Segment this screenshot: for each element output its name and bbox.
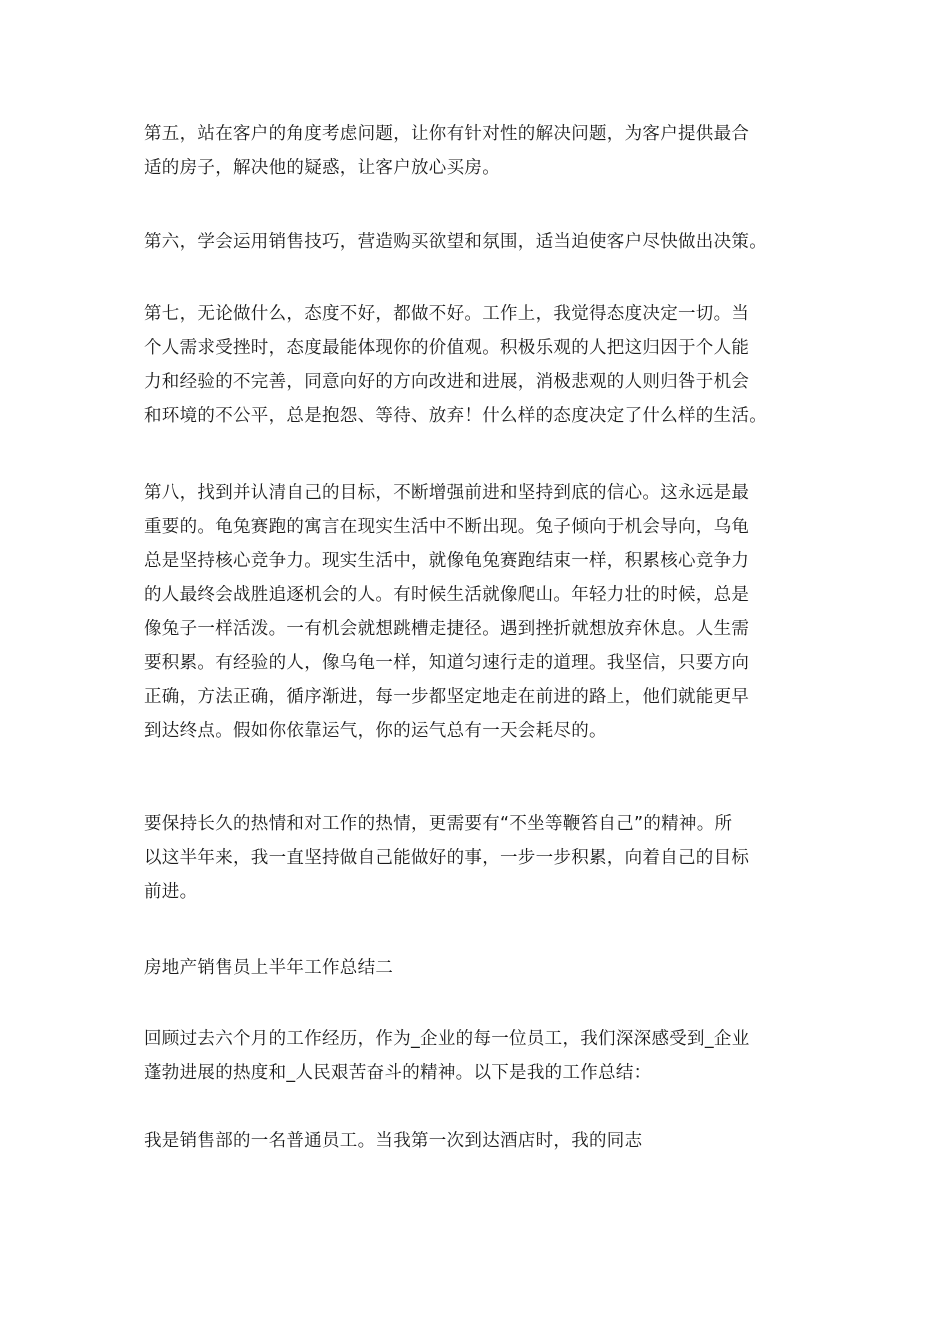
text-line: 要积累。有经验的人，像乌龟一样，知道匀速行走的道理。我坚信，只要方向 xyxy=(144,653,750,673)
text-line: 到达终点。假如你依靠运气，你的运气总有一天会耗尽的。 xyxy=(144,721,607,741)
text-line: 第五，站在客户的角度考虑问题，让你有针对性的解决问题，为客户提供最合 xyxy=(144,124,750,144)
text-line: 前进。 xyxy=(144,882,198,902)
text-line: 第七，无论做什么，态度不好，都做不好。工作上，我觉得态度决定一切。当 xyxy=(144,304,750,324)
text-line: 要保持长久的热情和对工作的热情，更需要有“不坐等鞭笞自己”的精神。所 xyxy=(144,814,733,834)
text-line: 我是销售部的一名普通员工。当我第一次到达酒店时，我的同志 xyxy=(144,1131,643,1151)
text-line: 第八，找到并认清自己的目标，不断增强前进和坚持到底的信心。这永远是最 xyxy=(144,483,750,503)
section-heading xyxy=(144,951,393,985)
paragraph-eighth xyxy=(144,476,749,748)
paragraph-enthusiasm xyxy=(144,807,749,909)
text-line: 像兔子一样活泼。一有机会就想跳槽走捷径。遇到挫折就想放弃休息。人生需 xyxy=(144,619,750,639)
paragraph-intro xyxy=(144,1124,642,1158)
text-line: 以这半年来，我一直坚持做自己能做好的事，一步一步积累，向着自己的目标 xyxy=(144,848,750,868)
paragraph-fifth xyxy=(144,117,749,185)
paragraph-sixth xyxy=(144,225,767,259)
heading-line: 房地产销售员上半年工作总结二 xyxy=(144,958,394,978)
text-line: 重要的。龟兔赛跑的寓言在现实生活中不断出现。兔子倾向于机会导向，乌龟 xyxy=(144,517,750,537)
text-line: 个人需求受挫时，态度最能体现你的价值观。积极乐观的人把这归因于个人能 xyxy=(144,338,750,358)
text-line: 正确，方法正确，循序渐进，每一步都坚定地走在前进的路上，他们就能更早 xyxy=(144,687,750,707)
paragraph-review xyxy=(144,1022,750,1090)
text-line: 的人最终会战胜追逐机会的人。有时候生活就像爬山。年轻力壮的时候，总是 xyxy=(144,585,750,605)
text-line: 和环境的不公平，总是抱怨、等待、放弃！什么样的态度决定了什么样的生活。 xyxy=(144,406,767,426)
text-line: 蓬勃进展的热度和_人民艰苦奋斗的精神。以下是我的工作总结： xyxy=(144,1063,652,1083)
text-line: 回顾过去六个月的工作经历，作为_企业的每一位员工，我们深深感受到_企业 xyxy=(144,1029,750,1049)
text-line: 第六，学会运用销售技巧，营造购买欲望和氛围，适当迫使客户尽快做出决策。 xyxy=(144,232,767,252)
paragraph-seventh xyxy=(144,297,767,433)
text-line: 适的房子，解决他的疑惑，让客户放心买房。 xyxy=(144,158,500,178)
text-line: 总是坚持核心竞争力。现实生活中，就像龟兔赛跑结束一样，积累核心竞争力 xyxy=(144,551,750,571)
text-line: 力和经验的不完善，同意向好的方向改进和进展，消极悲观的人则归咎于机会 xyxy=(144,372,750,392)
